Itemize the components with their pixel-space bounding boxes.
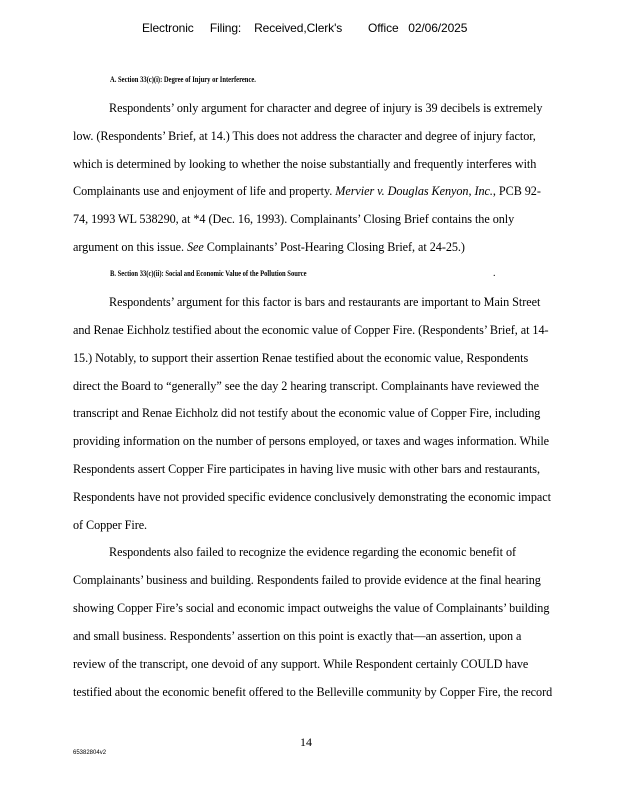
body-line: 15.) Notably, to support their assertion Renae testified about the economic value, Respondents: [73, 351, 529, 365]
section-heading-a: A. Section 33(c)(i): Degree of Injury or Interference.: [110, 75, 256, 84]
body-line: Complainants’ business and building. Respondents failed to provide evidence at the final hearing: [73, 573, 541, 587]
section-heading-b: B. Section 33(c)(ii): Social and Economic Value of the Pollution Source: [110, 269, 307, 278]
body-line: Respondents also failed to recognize the evidence regarding the economic benefit of: [109, 545, 517, 559]
document-id: 65382804v2: [73, 750, 107, 756]
body-line: low. (Respondents’ Brief, at 14.) This does not address the character and degree of injury factor,: [73, 129, 536, 143]
body-line: of Copper Fire.: [73, 518, 148, 532]
body-line: 74, 1993 WL 538290, at *4 (Dec. 16, 1993). Complainants’ Closing Brief contains the only: [73, 212, 515, 226]
body-line: which is determined by looking to whether the noise substantially and frequently interferes with: [73, 157, 537, 171]
body-line: Respondents assert Copper Fire participates in having live music with other bars and restaurants,: [73, 462, 540, 476]
body-line: and small business. Respondents’ assertion on this point is exactly that—an assertion, upon a: [73, 629, 522, 643]
page-number: 14: [300, 735, 312, 749]
body-line: providing information on the number of persons employed, or taxes and wages information. While: [73, 434, 550, 448]
body-line: showing Copper Fire’s social and economic impact outweighs the value of Complainants’ building: [73, 601, 550, 615]
italic-citation: Mervier v. Douglas Kenyon, Inc.: [335, 184, 493, 198]
body-line: Complainants use and enjoyment of life and property. Mervier v. Douglas Kenyon, Inc., PCB 92-: [73, 184, 541, 198]
body-line: argument on this issue. See Complainants’ Post-Hearing Closing Brief, at 24-25.): [73, 240, 465, 254]
italic-citation: See: [187, 240, 204, 254]
heading-trailing-period: .: [493, 268, 496, 279]
body-line: Respondents’ only argument for character and degree of injury is 39 decibels is extremely: [109, 101, 543, 115]
body-line: review of the transcript, one devoid of any support. While Respondent certainly COULD have: [73, 657, 529, 671]
electronic-filing-header: Electronic Filing: Received,Clerk's Office 02/06/2025: [142, 21, 468, 35]
body-line: transcript and Renae Eichholz did not testify about the economic value of Copper Fire, including: [73, 406, 541, 420]
body-line: Respondents’ argument for this factor is bars and restaurants are important to Main Street: [109, 295, 541, 309]
body-line: testified about the economic benefit offered to the Belleville community by Copper Fire, the record: [73, 685, 553, 699]
body-line: and Renae Eichholz testified about the economic value of Copper Fire. (Respondents’ Brief, at 14-: [73, 323, 549, 337]
body-line: direct the Board to “generally” see the day 2 hearing transcript. Complainants have reviewed the: [73, 379, 539, 393]
body-line: Respondents have not provided specific evidence conclusively demonstrating the economic impact: [73, 490, 551, 504]
